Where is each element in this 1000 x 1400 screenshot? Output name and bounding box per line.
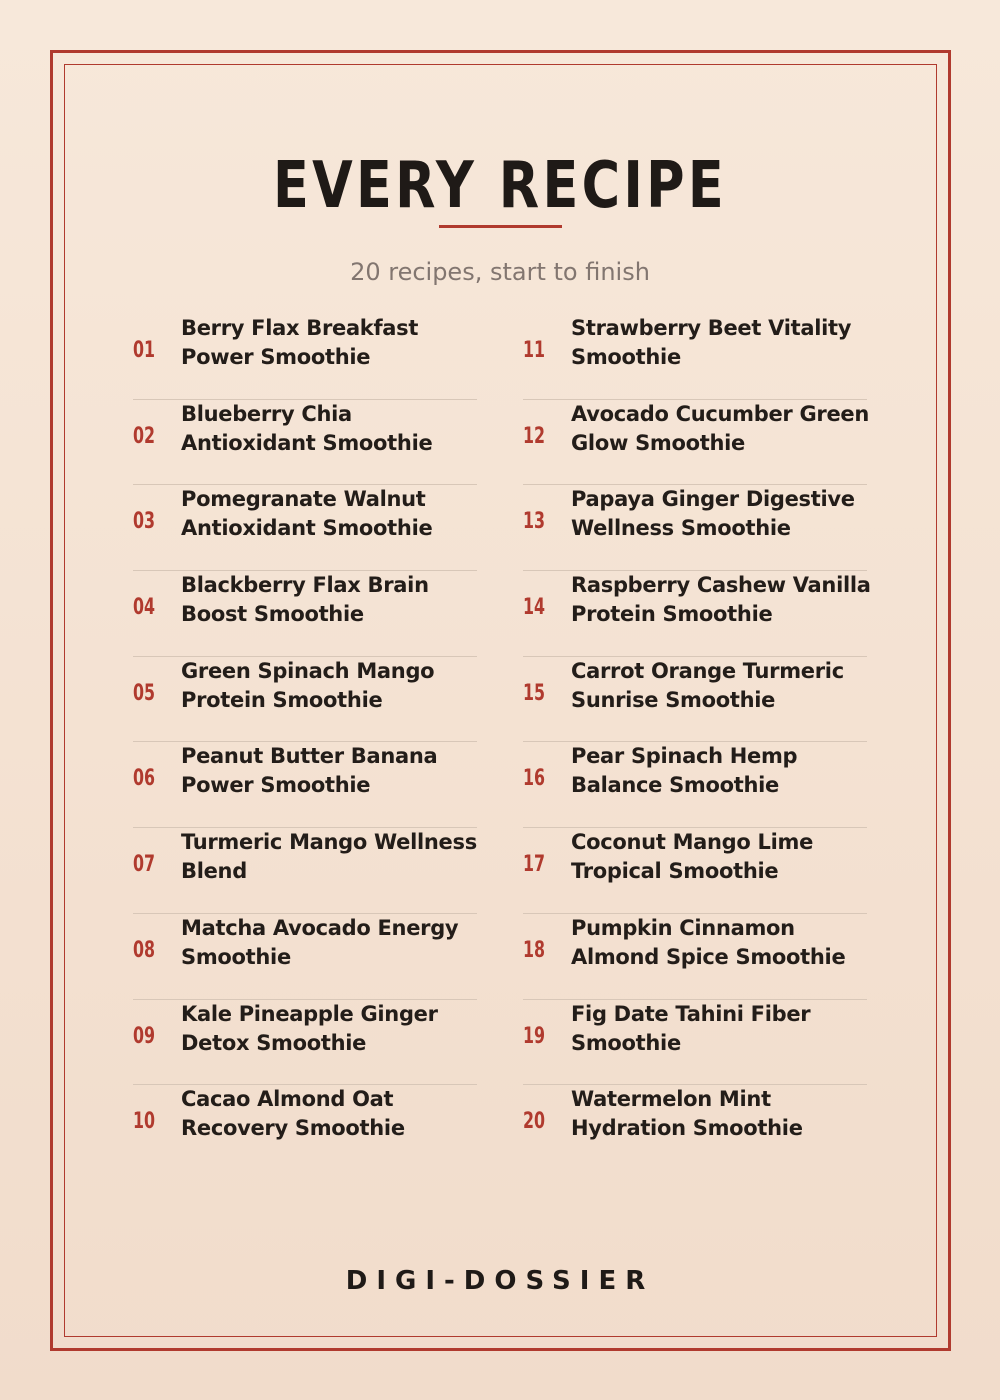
recipe-number: 02 [133, 423, 156, 449]
recipe-number: 10 [133, 1109, 156, 1135]
recipe-name: Watermelon Mint Hydration Smoothie [571, 1087, 803, 1141]
recipe-item [133, 828, 477, 914]
recipe-item [523, 571, 871, 657]
recipe-number: 04 [133, 595, 156, 621]
title-underline [439, 225, 562, 228]
recipe-item [523, 914, 867, 1000]
brand-footer: DIGI-DOSSIER [345, 1266, 655, 1296]
recipe-name: Coconut Mango Lime Tropical Smoothie [571, 830, 814, 884]
recipe-item [133, 1085, 477, 1171]
recipe-name: Cacao Almond Oat Recovery Smoothie [181, 1087, 405, 1141]
recipe-number: 07 [133, 852, 156, 878]
recipe-item [133, 1000, 477, 1086]
recipe-item [133, 571, 477, 657]
recipe-name: Blackberry Flax Brain Boost Smoothie [181, 573, 429, 627]
recipe-number: 13 [523, 509, 546, 535]
recipe-name: Pear Spinach Hemp Balance Smoothie [571, 744, 798, 798]
recipe-number: 19 [523, 1023, 546, 1049]
recipe-name: Turmeric Mango Wellness Blend [181, 830, 477, 884]
recipe-name: Berry Flax Breakfast Power Smoothie [181, 316, 419, 369]
recipe-number: 05 [133, 680, 156, 706]
recipe-number: 01 [133, 338, 156, 363]
recipe-number: 18 [523, 937, 546, 963]
recipe-name: Pumpkin Cinnamon Almond Spice Smoothie [571, 915, 846, 969]
recipe-number: 16 [523, 766, 546, 792]
recipe-item [523, 742, 867, 828]
recipe-name: Pomegranate Walnut Antioxidant Smoothie [181, 487, 433, 541]
recipe-number: 15 [523, 680, 546, 706]
recipe-name: Carrot Orange Turmeric Sunrise Smoothie [571, 658, 844, 712]
recipe-item [133, 657, 477, 743]
recipe-name: Raspberry Cashew Vanilla Protein Smoothie [571, 573, 871, 627]
recipe-item [133, 742, 477, 828]
recipe-item [133, 485, 477, 571]
recipe-item [523, 1085, 867, 1171]
recipe-number: 20 [523, 1109, 546, 1135]
recipe-name: Kale Pineapple Ginger Detox Smoothie [181, 1001, 438, 1055]
recipe-item [523, 1000, 867, 1086]
recipe-number: 06 [133, 766, 156, 792]
recipe-list-left [133, 314, 477, 1171]
recipe-number: 14 [523, 595, 546, 621]
recipe-item [523, 400, 870, 486]
recipe-name: Strawberry Beet Vitality Smoothie [571, 316, 852, 369]
recipe-name: Matcha Avocado Energy Smoothie [181, 915, 459, 969]
page-title: EVERY RECIPE [272, 149, 728, 223]
recipe-number: 17 [523, 852, 546, 878]
recipe-number: 08 [133, 937, 156, 963]
recipe-item [133, 914, 477, 1000]
recipe-item [133, 314, 477, 400]
page-subtitle: 20 recipes, start to finish [350, 258, 650, 286]
recipe-number: 09 [133, 1023, 156, 1049]
recipe-list-right [523, 314, 871, 1171]
recipe-number: 11 [523, 338, 546, 363]
recipe-item [133, 400, 477, 486]
recipe-number: 03 [133, 509, 156, 535]
recipe-number: 12 [523, 423, 546, 449]
recipe-name: Papaya Ginger Digestive Wellness Smoothie [571, 487, 855, 541]
recipe-name: Peanut Butter Banana Power Smoothie [181, 744, 438, 798]
recipe-name: Blueberry Chia Antioxidant Smoothie [181, 401, 433, 455]
recipe-item [523, 828, 867, 914]
recipe-name: Fig Date Tahini Fiber Smoothie [571, 1001, 811, 1055]
recipe-name: Green Spinach Mango Protein Smoothie [181, 658, 435, 712]
recipe-name: Avocado Cucumber Green Glow Smoothie [571, 401, 870, 455]
recipe-item [523, 657, 867, 743]
recipe-item [523, 314, 867, 400]
recipe-item [523, 485, 867, 571]
